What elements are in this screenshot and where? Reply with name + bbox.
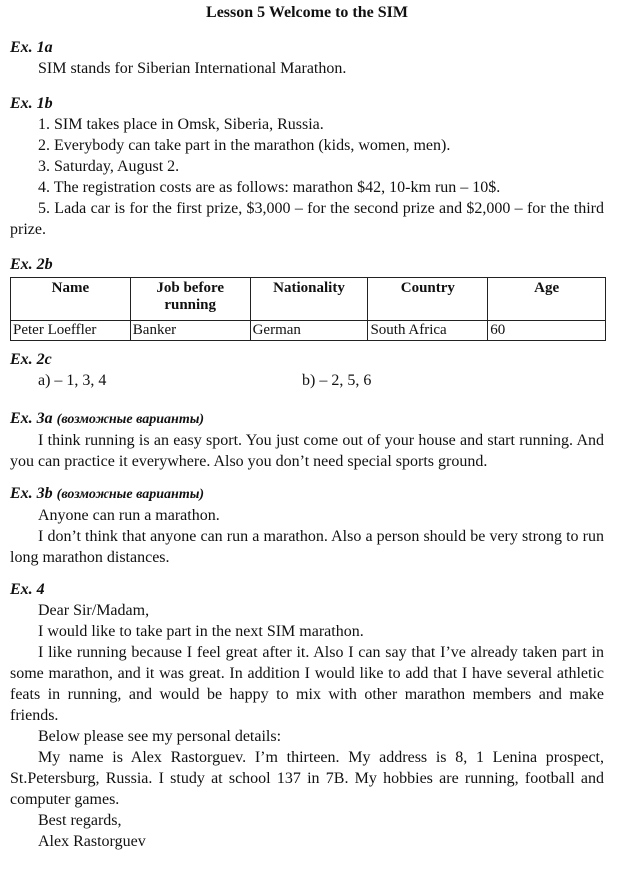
column-header: Age (488, 278, 606, 321)
ex3a-heading (10, 408, 604, 430)
letter-paragraph: I like running because I feel great after it. Also I can say that I’ve already taken part in some marathon, and it was great. In addition I would like to add that I have several athletic feats in running, and would be happy to mix with other marathon members and make friends. (10, 644, 604, 724)
list-item: 1. SIM takes place in Omsk, Siberia, Russia. (38, 116, 324, 133)
answer-b: b) – 2, 5, 6 (302, 372, 372, 389)
ex1a-text: SIM stands for Siberian International Marathon. (38, 60, 347, 77)
ex2b-heading: Ex. 2b (10, 256, 53, 273)
letter-paragraph: I would like to take part in the next SIM marathon. (38, 623, 364, 640)
table-row (11, 321, 606, 341)
ex3a-note: (возможные варианты) (56, 412, 205, 427)
table-header-row (11, 278, 606, 321)
ex3b-paragraph: I don’t think that anyone can run a marathon. Also a person should be very strong to run long marathon distances. (10, 528, 604, 566)
ex1a-heading: Ex. 1a (10, 39, 53, 56)
document-page (10, 2, 604, 852)
page-title: Lesson 5 Welcome to the SIM (206, 4, 408, 21)
answer-a: a) – 1, 3, 4 (38, 372, 107, 389)
table-cell: South Africa (368, 321, 488, 341)
letter-closing: Best regards, (38, 812, 122, 829)
ex4-heading: Ex. 4 (10, 581, 45, 598)
letter-paragraph: My name is Alex Rastorguev. I’m thirteen. My address is 8, 1 Lenina prospect, St.Petersburg, Russia. I study at school 137 in 7B. My hobbies are running, football and computer games. (10, 749, 604, 808)
list-item: 4. The registration costs are as follows: marathon $42, 10-km run – 10$. (38, 179, 501, 196)
list-item: 3. Saturday, August 2. (38, 158, 180, 175)
list-item: 5. Lada car is for the first prize, $3,000 – for the second prize and $2,000 – for the third prize. (10, 200, 604, 238)
column-header: Nationality (250, 278, 368, 321)
letter-signature: Alex Rastorguev (38, 833, 146, 850)
table-cell: Banker (130, 321, 250, 341)
letter-greeting: Dear Sir/Madam, (38, 602, 150, 619)
table-cell: German (250, 321, 368, 341)
column-header: Country (368, 278, 488, 321)
ex2c-heading: Ex. 2c (10, 351, 52, 368)
ex1b-heading: Ex. 1b (10, 95, 53, 112)
ex3b-heading (10, 483, 604, 505)
ex2b-table (10, 277, 606, 341)
ex3a-text: I think running is an easy sport. You just come out of your house and start running. And you can practice it everywhere. Also you don’t need special sports ground. (10, 432, 604, 470)
column-header: Job before running (130, 278, 250, 321)
ex3b-paragraph: Anyone can run a marathon. (38, 507, 220, 524)
ex2c-answers (10, 370, 604, 391)
column-header: Name (11, 278, 131, 321)
table-cell: 60 (488, 321, 606, 341)
letter-paragraph: Below please see my personal details: (38, 728, 282, 745)
list-item: 2. Everybody can take part in the marathon (kids, women, men). (38, 137, 451, 154)
ex3a-label: Ex. 3a (10, 410, 53, 427)
ex1b-list (10, 114, 604, 240)
ex3b-label: Ex. 3b (10, 485, 53, 502)
table-cell: Peter Loeffler (11, 321, 131, 341)
ex3b-note: (возможные варианты) (56, 487, 205, 502)
